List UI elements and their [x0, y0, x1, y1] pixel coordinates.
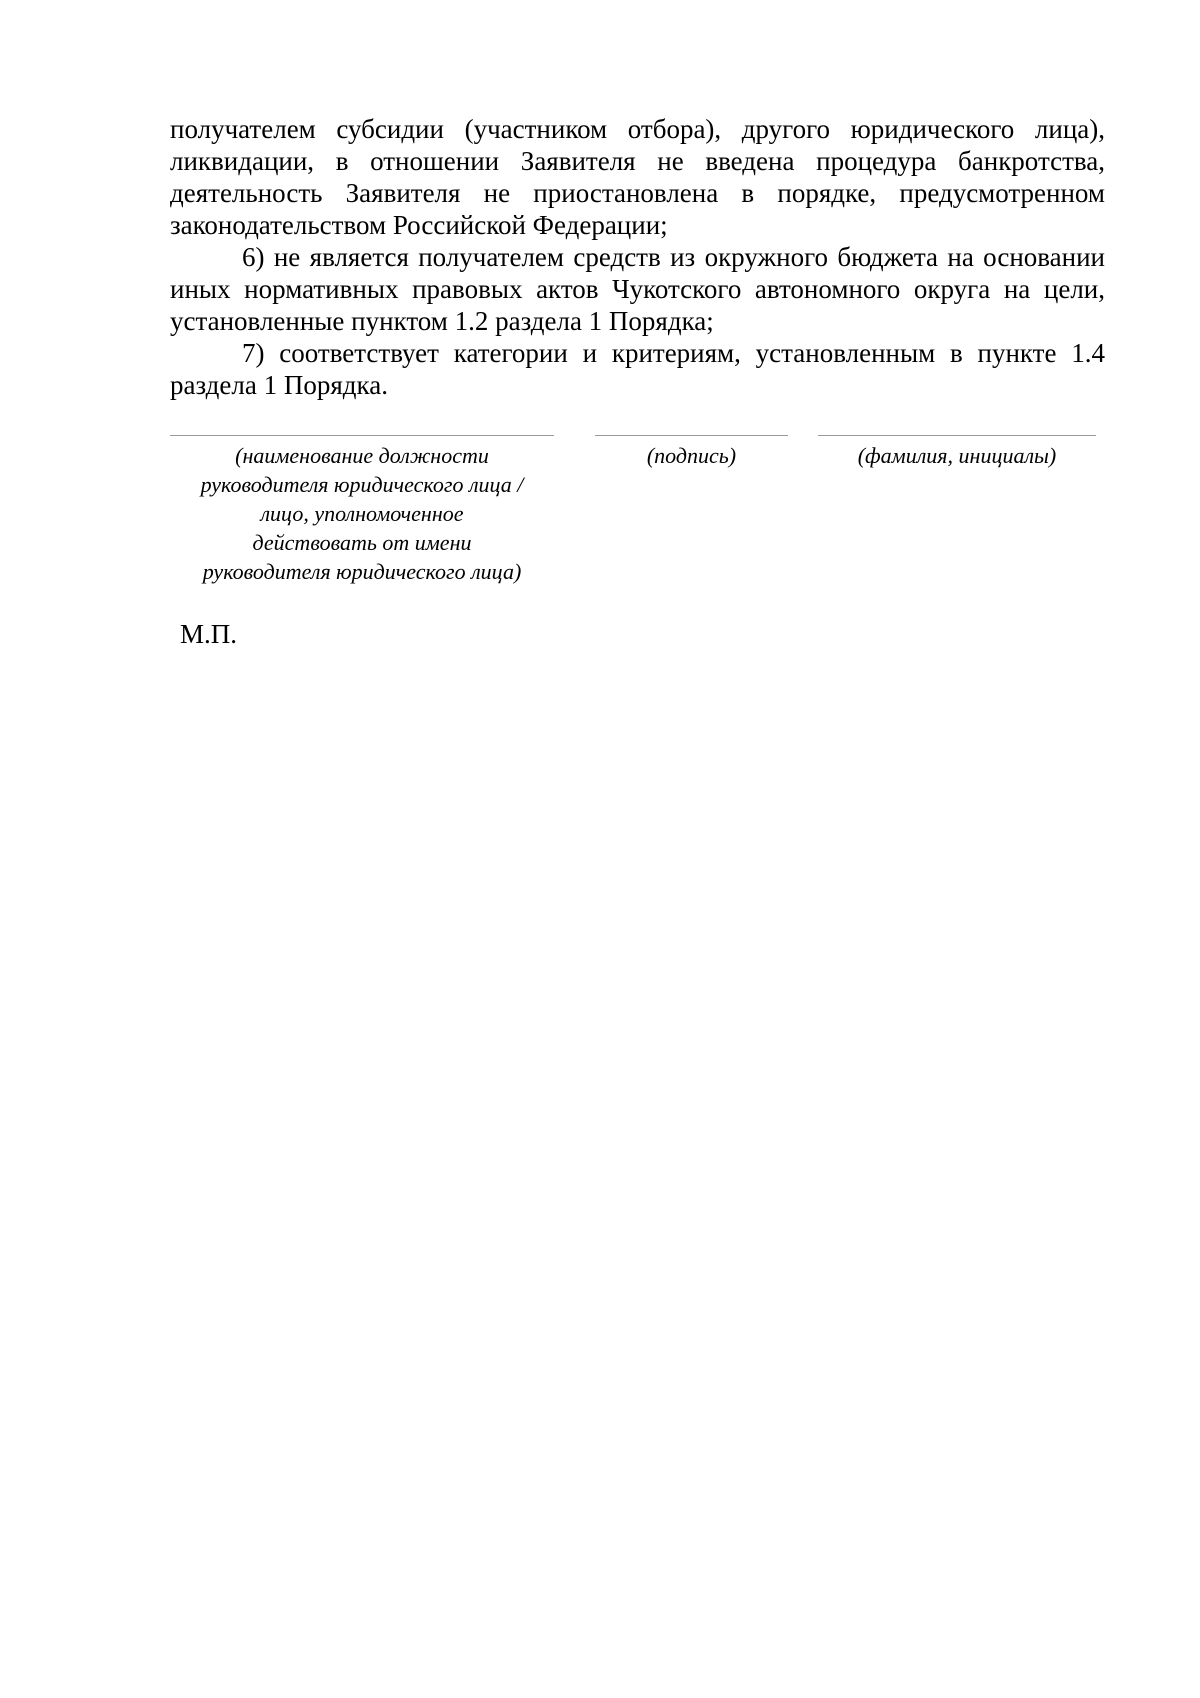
position-caption-line: лицо, уполномоченное [260, 501, 464, 526]
stamp-label: М.П. [180, 619, 238, 649]
position-caption-line: (наименование должности [235, 443, 489, 468]
signature-line [595, 435, 788, 436]
document-body [170, 113, 1105, 401]
paragraph-continuation: получателем субсидии (участником отбора), другого юридического лица), ликвидации, в отношении Заявителя не введена процедура банкротства, деятельность Заявителя не приостановлена в порядке, предусмотренном законодательством Российской Федерации; [170, 114, 1105, 240]
signature-caption: (подпись) [646, 443, 737, 468]
position-caption-line: действовать от имени [252, 530, 472, 555]
position-signature-line [170, 435, 554, 436]
paragraph-item-6: 6) не является получателем средств из окружного бюджета на основании иных нормативных правовых актов Чукотского автономного округа на цели, установленные пунктом 1.2 раздела 1 Порядка; [170, 242, 1105, 336]
position-caption [165, 441, 559, 586]
position-caption-line: руководителя юридического лица) [202, 559, 522, 584]
paragraph-item-7: 7) соответствует категории и критериям, установленным в пункте 1.4 раздела 1 Порядка. [170, 338, 1105, 400]
position-caption-line: руководителя юридического лица / [200, 472, 524, 497]
name-signature-line [818, 435, 1096, 436]
name-caption: (фамилия, инициалы) [857, 443, 1057, 468]
